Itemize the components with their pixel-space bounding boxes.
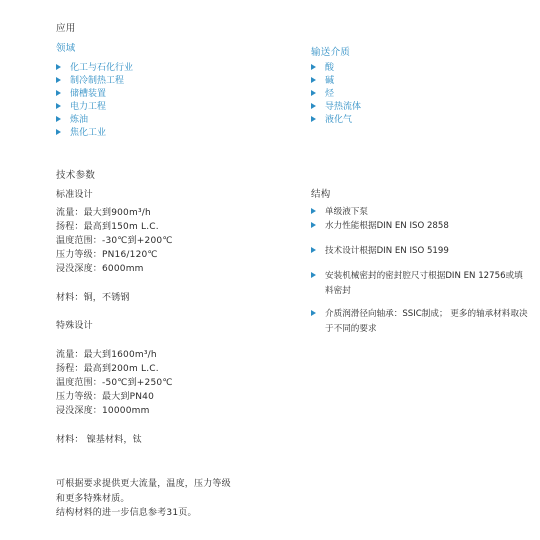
standard-design-title: 标准设计 <box>56 190 93 200</box>
triangle-bullet-icon <box>56 77 61 83</box>
special-line-pressure: 压力等级：最大到PN40 <box>56 392 155 402</box>
list-item: 碱 <box>311 75 361 88</box>
structure-item: 安装机械密封的密封腔尺寸根据DIN EN 12756或填料密封 <box>311 269 530 299</box>
structure-item: 技术设计根据DIN EN ISO 5199 <box>311 245 449 258</box>
list-item: 炼油 <box>56 114 133 127</box>
media-list <box>311 62 361 127</box>
triangle-bullet-icon <box>311 222 316 228</box>
fields-title: 领域 <box>56 43 76 54</box>
standard-line-flow: 流量：最大到900m³/h <box>56 208 151 218</box>
list-item: 电力工程 <box>56 101 133 114</box>
section-title-tech: 技术参数 <box>56 170 96 181</box>
special-design-title: 特殊设计 <box>56 321 93 331</box>
triangle-bullet-icon <box>311 90 316 96</box>
section-title-application: 应用 <box>56 23 76 34</box>
note-line: 结构材料的进一步信息参考31页。 <box>56 508 197 518</box>
special-line-depth: 浸没深度：10000mm <box>56 406 150 416</box>
media-title: 输送介质 <box>311 47 351 58</box>
note-line: 可根据要求提供更大流量，温度，压力等级 <box>56 479 231 489</box>
list-item: 导热流体 <box>311 101 361 114</box>
triangle-bullet-icon <box>311 272 316 278</box>
list-item: 焦化工业 <box>56 127 133 140</box>
triangle-bullet-icon <box>311 77 316 83</box>
list-item: 烃 <box>311 88 361 101</box>
list-item: 液化气 <box>311 114 361 127</box>
triangle-bullet-icon <box>311 116 316 122</box>
list-item: 制冷制热工程 <box>56 75 133 88</box>
fields-list <box>56 62 133 140</box>
list-item: 化工与石化行业 <box>56 62 133 75</box>
list-item: 储槽装置 <box>56 88 133 101</box>
triangle-bullet-icon <box>56 116 61 122</box>
structure-item: 介质润滑径向轴承：SSIC制成； 更多的轴承材料取决于不同的要求 <box>311 307 530 337</box>
triangle-bullet-icon <box>56 90 61 96</box>
triangle-bullet-icon <box>311 310 316 316</box>
triangle-bullet-icon <box>311 103 316 109</box>
note-line: 和更多特殊材质。 <box>56 494 130 504</box>
triangle-bullet-icon <box>56 64 61 70</box>
structure-item: 单级液下泵 <box>311 206 368 219</box>
list-item: 酸 <box>311 62 361 75</box>
standard-material: 材料：铜，不锈钢 <box>56 293 130 303</box>
standard-line-head: 扬程：最高到150m L.C. <box>56 222 159 232</box>
triangle-bullet-icon <box>311 64 316 70</box>
standard-line-depth: 浸没深度：6000mm <box>56 264 144 274</box>
structure-item: 水力性能根据DIN EN ISO 2858 <box>311 220 449 233</box>
triangle-bullet-icon <box>311 247 316 253</box>
standard-line-pressure: 压力等级：PN16/120℃ <box>56 250 158 260</box>
standard-line-temp: 温度范围：-30℃到+200℃ <box>56 236 173 246</box>
special-material: 材料： 镍基材料，钛 <box>56 435 142 445</box>
triangle-bullet-icon <box>56 129 61 135</box>
special-line-head: 扬程：最高到200m L.C. <box>56 364 159 374</box>
special-line-flow: 流量：最大到1600m³/h <box>56 350 157 360</box>
triangle-bullet-icon <box>311 208 316 214</box>
triangle-bullet-icon <box>56 103 61 109</box>
special-line-temp: 温度范围：-50℃到+250℃ <box>56 378 173 388</box>
section-title-structure: 结构 <box>311 189 331 200</box>
